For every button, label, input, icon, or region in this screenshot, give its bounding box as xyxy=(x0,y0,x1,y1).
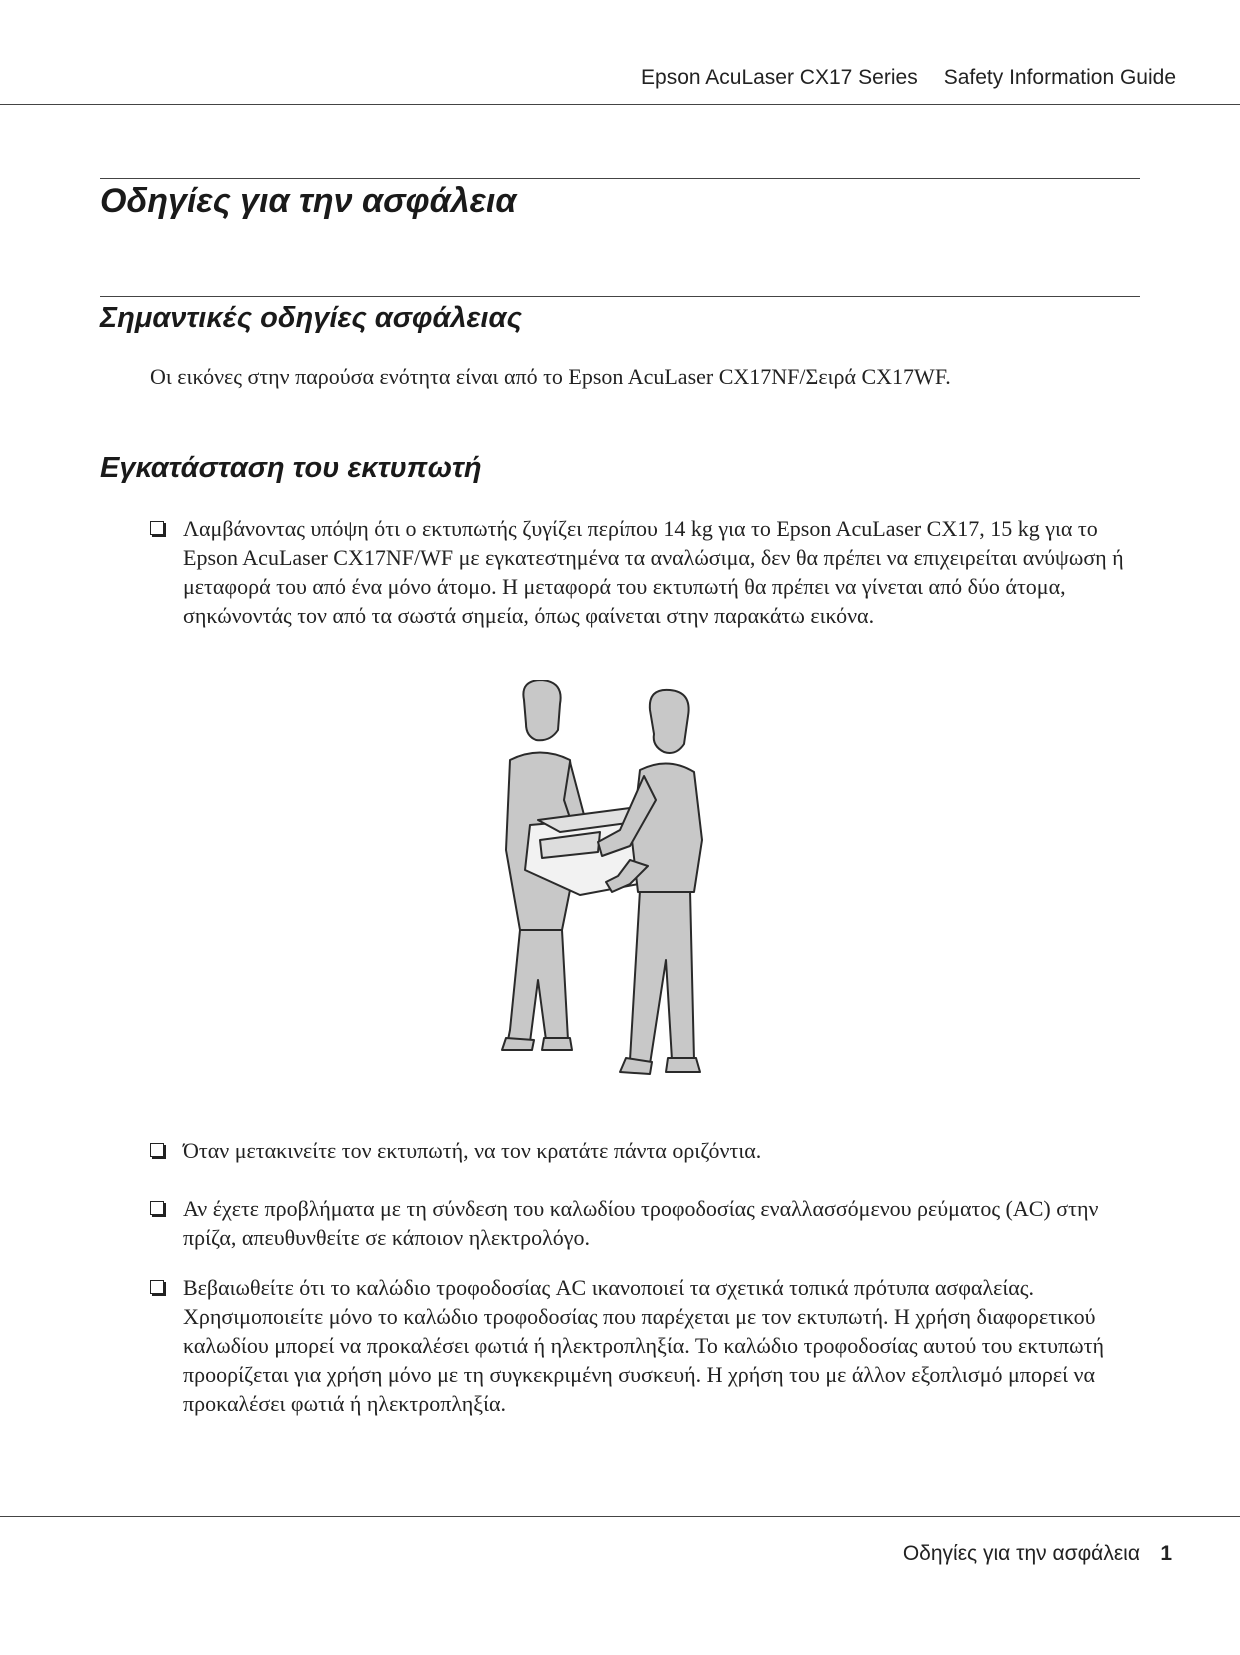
checkbox-bullet-icon xyxy=(150,1143,164,1157)
list-item xyxy=(150,514,1140,630)
checkbox-bullet-icon xyxy=(150,1280,164,1294)
list-item-text: Βεβαιωθείτε ότι το καλώδιο τροφοδοσίας AC ικανοποιεί τα σχετικά τοπικά πρότυπα ασφαλείας. Χρησιμοποιείτε μόνο το καλώδιο τροφοδοσίας που παρέχεται με τον εκτυπωτή. Η χρήση διαφορετικού καλωδίου μπορεί να προκαλέσει φωτιά ή ηλεκτροπληξία. Το καλώδιο τροφοδοσίας αυτού του εκτυπωτή προορίζεται για χρήση μόνο με τη συγκεκριμένη συσκευή. Η χρήση του με άλλον εξοπλισμό μπορεί να προκαλέσει φωτιά ή ηλεκτροπληξία. xyxy=(183,1275,1104,1416)
list-item-text: Αν έχετε προβλήματα με τη σύνδεση του καλωδίου τροφοδοσίας εναλλασσόμενου ρεύματος (AC) στην πρίζα, απευθυνθείτε σε κάποιον ηλεκτρολόγο. xyxy=(183,1196,1099,1250)
person-left-legs xyxy=(508,930,568,1042)
title-rule xyxy=(100,178,1140,179)
person-left-head xyxy=(523,680,560,740)
page-title: Οδηγίες για την ασφάλεια xyxy=(100,182,517,220)
footer-section-title: Οδηγίες για την ασφάλεια xyxy=(902,1542,1140,1565)
section-rule xyxy=(100,296,1140,297)
person-right-legs xyxy=(630,890,694,1064)
list-item xyxy=(150,1136,1140,1165)
header-divider xyxy=(0,104,1240,105)
running-header xyxy=(641,66,1176,90)
subsection-title: Εγκατάσταση του εκτυπωτή xyxy=(100,452,482,484)
list-item-text: Όταν μετακινείτε τον εκτυπωτή, να τον κρατάτε πάντα οριζόντια. xyxy=(183,1138,762,1163)
header-guide-title: Safety Information Guide xyxy=(943,66,1176,89)
checkbox-bullet-icon xyxy=(150,1201,164,1215)
person-right-shoes xyxy=(620,1058,700,1074)
person-left-shoes xyxy=(502,1038,572,1050)
footer-divider xyxy=(0,1516,1240,1517)
person-right-head xyxy=(650,690,689,753)
two-people-lifting-printer-illustration xyxy=(480,680,780,1100)
list-item-text: Λαμβάνοντας υπόψη ότι ο εκτυπωτής ζυγίζει περίπου 14 kg για το Epson AcuLaser CX17, 15 kg για το Epson AcuLaser CX17NF/WF με εγκατεστημένα τα αναλώσιμα, δεν θα πρέπει να επιχειρείται ανύψωση ή μεταφορά του από ένα μόνο άτομο. Η μεταφορά του εκτυπωτή θα πρέπει να γίνεται από δύο άτομα, σηκώνοντάς τον από τα σωστά σημεία, όπως φαίνεται στην παρακάτω εικόνα. xyxy=(183,516,1124,628)
page-number: 1 xyxy=(1160,1542,1172,1565)
list-item xyxy=(150,1273,1140,1418)
header-product: Epson AcuLaser CX17 Series xyxy=(641,66,918,89)
intro-paragraph: Οι εικόνες στην παρούσα ενότητα είναι από το Epson AcuLaser CX17NF/Σειρά CX17WF. xyxy=(150,364,951,389)
section-title: Σημαντικές οδηγίες ασφάλειας xyxy=(100,302,522,334)
checkbox-bullet-icon xyxy=(150,521,164,535)
list-item xyxy=(150,1194,1140,1252)
